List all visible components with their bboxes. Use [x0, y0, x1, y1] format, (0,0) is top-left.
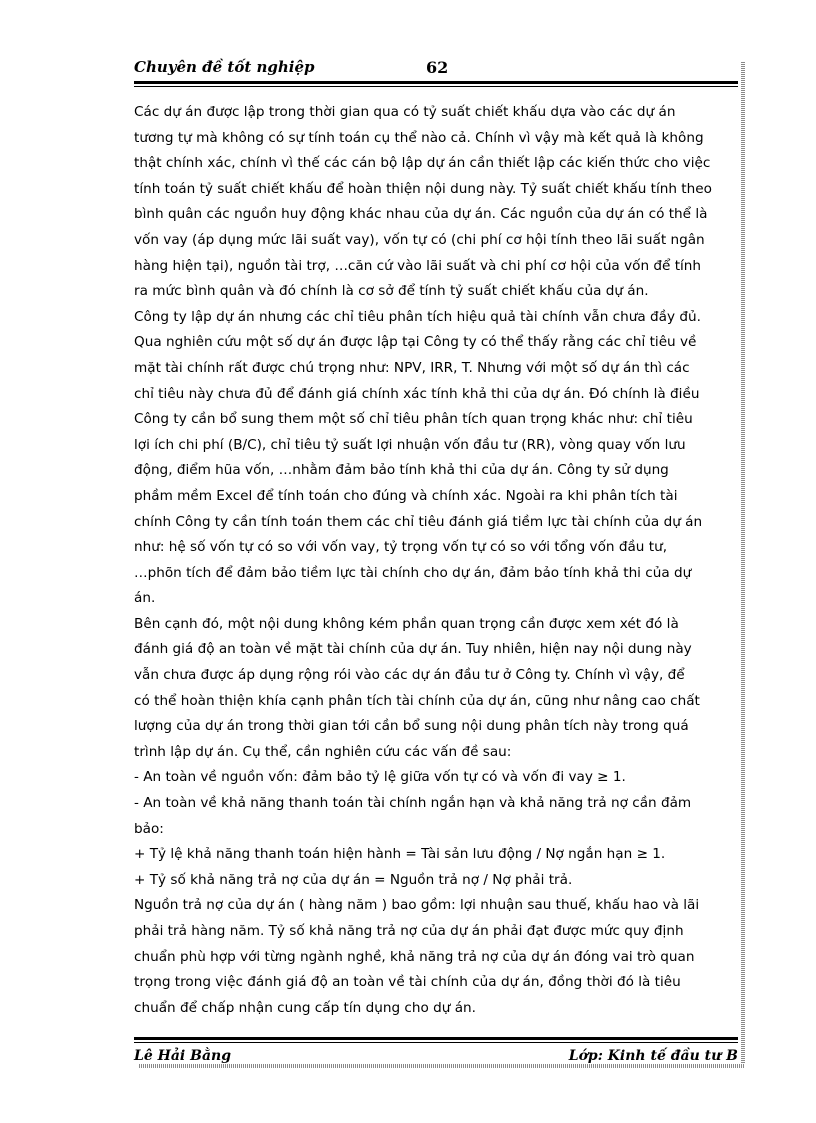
- text-line: …phõn tích để đảm bảo tiềm lực tài chính cho dự án, đảm bảo tính khả thi của dự: [134, 564, 692, 581]
- text-line: - An toàn về nguồn vốn: đảm bảo tỷ lệ giữa vốn tự có và vốn đi vay ≥ 1.: [134, 769, 626, 786]
- footer-class: Lớp: Kinh tế đầu tư B: [568, 1048, 738, 1064]
- page-border-shadow-right: [741, 62, 745, 1067]
- text-line: tính toán tỷ suất chiết khấu để hoàn thiện nội dung này. Tỷ suất chiết khấu tính theo: [134, 180, 712, 197]
- text-line: bình quân các nguồn huy động khác nhau của dự án. Các nguồn của dự án có thể là: [134, 206, 708, 223]
- text-line: chỉ tiêu này chưa đủ để đánh giá chính xác tính khả thi của dự án. Đó chính là điều: [134, 385, 700, 402]
- text-line: bảo:: [134, 820, 164, 837]
- text-line: + Tỷ số khả năng trả nợ của dự án = Nguồn trả nợ / Nợ phải trả.: [134, 871, 573, 888]
- text-line: mặt tài chính rất được chú trọng như: NPV, IRR, T. Nhưng với một số dự án thì các: [134, 359, 690, 376]
- text-line: lượng của dự án trong thời gian tới cần bổ sung nội dung phân tích này trong quá: [134, 718, 689, 735]
- header-rule-thin: [134, 86, 738, 87]
- text-line: Qua nghiên cứu một số dự án được lập tại Công ty có thể thấy rằng các chỉ tiêu về: [134, 334, 697, 351]
- text-line: vốn vay (áp dụng mức lãi suất vay), vốn tự có (chi phí cơ hội tính theo lãi suất ngân: [134, 231, 705, 248]
- text-line: hàng hiện tại), nguồn tài trợ, …căn cứ vào lãi suất và chi phí cơ hội của vốn để tính: [134, 257, 702, 274]
- text-line: phầm mềm Excel để tính toán cho đúng và chính xác. Ngoài ra khi phân tích tài: [134, 487, 678, 504]
- text-line: + Tỷ lệ khả năng thanh toán hiện hành = Tài sản lưu động / Nợ ngắn hạn ≥ 1.: [134, 846, 666, 863]
- footer-rule-thin: [134, 1042, 738, 1043]
- page-header: [134, 56, 738, 80]
- page-number: 62: [426, 58, 449, 77]
- page-border-shadow-bottom: [139, 1064, 745, 1068]
- text-line: Bên cạnh đó, một nội dung không kém phần quan trọng cần được xem xét đó là: [134, 615, 679, 632]
- text-line: Các dự án được lập trong thời gian qua có tỷ suất chiết khấu dựa vào các dự án: [134, 104, 676, 120]
- text-line: vẫn chưa được áp dụng rộng rói vào các dự án đầu tư ở Công ty. Chính vì vậy, để: [134, 667, 685, 684]
- body-text: [134, 100, 740, 1021]
- text-line: thật chính xác, chính vì thế các cán bộ lập dự án cần thiết lập các kiến thức cho việc: [134, 155, 711, 172]
- text-line: Công ty lập dự án nhưng các chỉ tiêu phân tích hiệu quả tài chính vẫn chưa đầy đủ.: [134, 308, 701, 325]
- text-line: chuẩn phù hợp với từng ngành nghề, khả năng trả nợ của dự án đóng vai trò quan: [134, 948, 695, 965]
- text-line: Nguồn trả nợ của dự án ( hàng năm ) bao gồm: lợi nhuận sau thuế, khấu hao và lãi: [134, 897, 700, 914]
- text-line: có thể hoàn thiện khía cạnh phân tích tài chính của dự án, cũng như nâng cao chất: [134, 692, 700, 709]
- text-line: ra mức bình quân và đó chính là cơ sở để tính tỷ suất chiết khấu của dự án.: [134, 283, 649, 300]
- text-line: tương tự mà không có sự tính toán cụ thể nào cả. Chính vì vậy mà kết quả là không: [134, 129, 704, 146]
- text-line: trình lập dự án. Cụ thể, cần nghiên cứu các vấn đề sau:: [134, 743, 512, 760]
- text-line: đánh giá độ an toàn về mặt tài chính của dự án. Tuy nhiên, hiện nay nội dung này: [134, 641, 692, 658]
- text-line: Công ty cần bổ sung them một số chỉ tiêu phân tích quan trọng khác như: chỉ tiêu: [134, 411, 693, 428]
- text-line: trọng trong việc đánh giá độ an toàn về tài chính của dự án, đồng thời đó là tiêu: [134, 974, 681, 991]
- footer-rule-thick: [134, 1037, 738, 1040]
- text-line: động, điểm hũa vốn, …nhằm đảm bảo tính khả thi của dự án. Công ty sử dụng: [134, 462, 669, 479]
- footer-author: Lê Hải Bằng: [134, 1048, 231, 1064]
- header-rule-thick: [134, 81, 738, 84]
- text-line: chính Công ty cần tính toán them các chỉ tiêu đánh giá tiềm lực tài chính của dự án: [134, 513, 703, 530]
- text-line: chuẩn để chấp nhận cung cấp tín dụng cho dự án.: [134, 999, 476, 1016]
- header-title: Chuyên đề tốt nghiệp: [134, 58, 315, 76]
- text-line: phải trả hàng năm. Tỷ số khả năng trả nợ của dự án phải đạt được mức quy định: [134, 923, 684, 939]
- text-line: - An toàn về khả năng thanh toán tài chính ngắn hạn và khả năng trả nợ cần đảm: [134, 795, 692, 812]
- text-line: như: hệ số vốn tự có so với vốn vay, tỷ trọng vốn tự có so với tổng vốn đầu tư,: [134, 539, 668, 556]
- text-line: án.: [134, 590, 156, 607]
- text-line: lợi ích chi phí (B/C), chỉ tiêu tỷ suất lợi nhuận vốn đầu tư (RR), vòng quay vốn lưu: [134, 436, 686, 453]
